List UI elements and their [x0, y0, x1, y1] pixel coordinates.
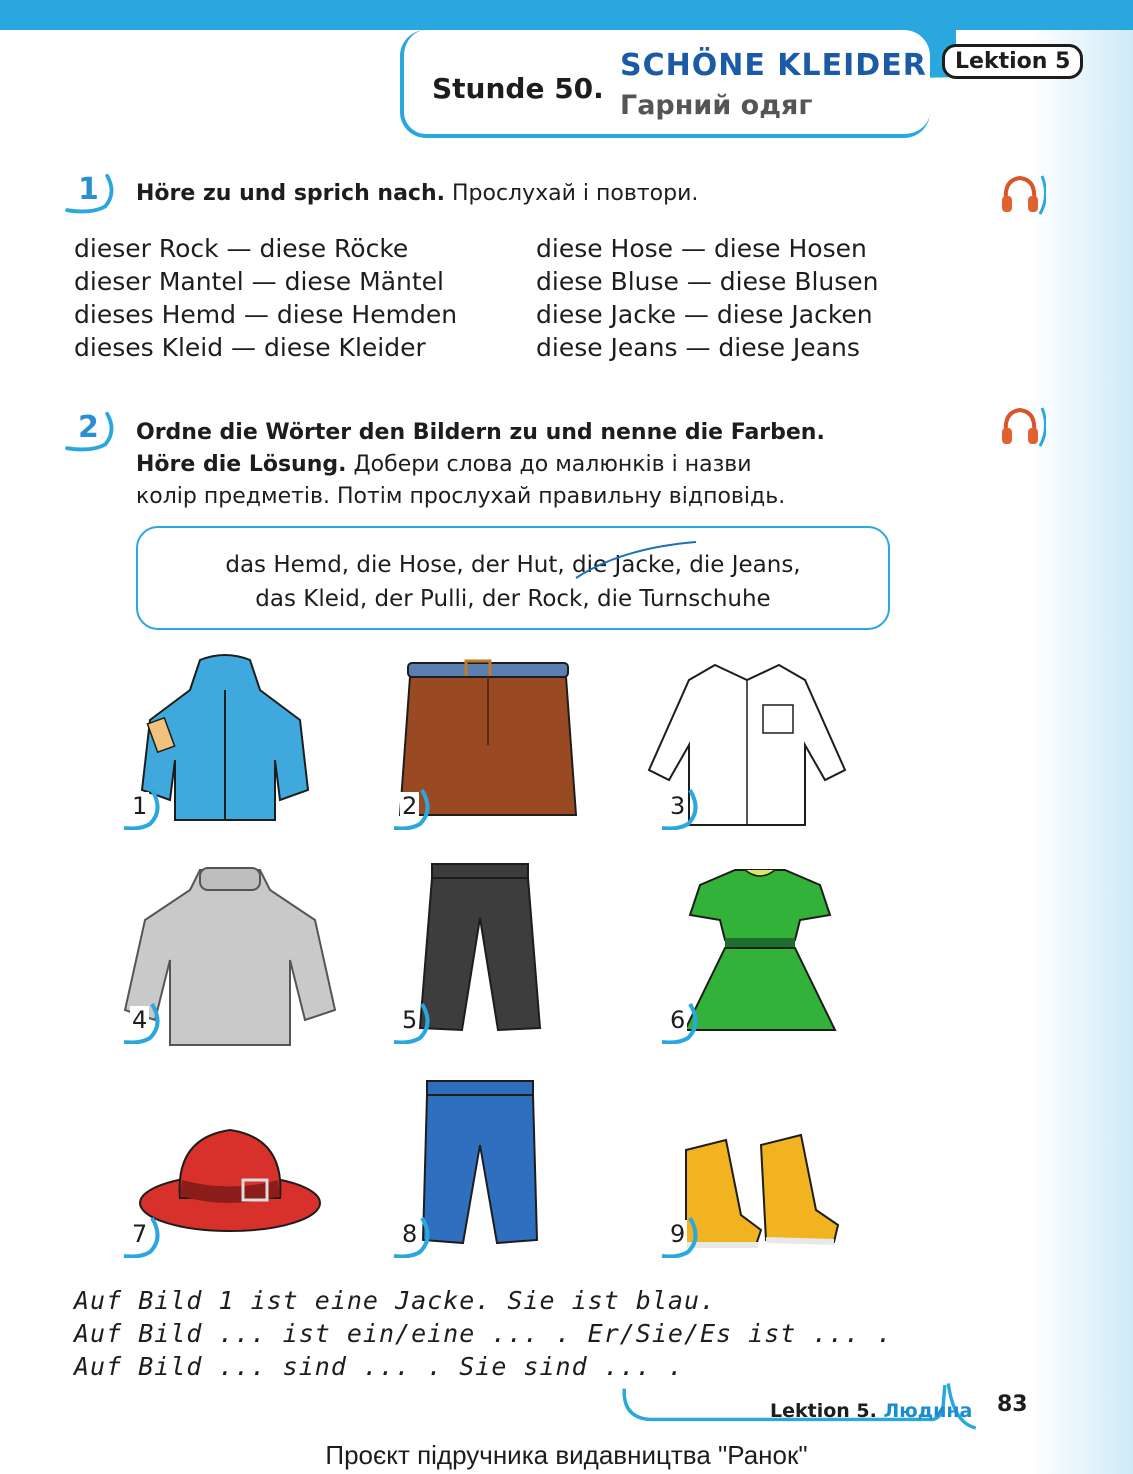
picture-number-1: 1	[120, 788, 164, 828]
picture-number-3: 3	[658, 788, 702, 828]
picture-number-9: 9	[658, 1216, 702, 1256]
example-sentence-1: Auf Bild 1 ist eine Jacke. Sie ist blau.	[74, 1286, 717, 1315]
footer-chapter: Lektion 5. Людина	[770, 1400, 973, 1422]
exercise-number-2: 2	[62, 410, 118, 452]
example-sentence-2: Auf Bild ... ist ein/eine ... . Er/Sie/Es ist ... .	[74, 1319, 893, 1348]
word-list-right: diese Hose — diese Hosen diese Bluse — diese Blusen diese Jacke — diese Jacken diese Jeans — diese Jeans	[536, 234, 879, 362]
page-title: SCHÖNE KLEIDER	[620, 48, 927, 83]
strikethrough-mark	[572, 538, 702, 584]
picture-number-8: 8	[390, 1216, 434, 1256]
example-sentence-3: Auf Bild ... sind ... . Sie sind ... .	[74, 1352, 684, 1381]
lesson-number: Stunde 50.	[432, 72, 604, 105]
header-band-left	[0, 0, 400, 110]
exercise1-instruction: Höre zu und sprich nach. Прослухай і повтори.	[136, 181, 699, 206]
picture-number-7: 7	[120, 1216, 164, 1256]
exercise-number-1: 1	[62, 172, 118, 214]
headphones-icon[interactable]	[994, 170, 1046, 222]
picture-number-6: 6	[658, 1002, 702, 1042]
picture-number-4: 4	[120, 1002, 164, 1042]
headphones-icon[interactable]	[994, 402, 1046, 454]
exercise2-instruction: Ordne die Wörter den Bildern zu und nenne die Farben. Höre die Lösung. Добери слова до малюнків і назви колір предметів. Потім прослухай правильну відповідь.	[136, 420, 825, 509]
picture-number-2: 2	[390, 788, 434, 828]
picture-number-5: 5	[390, 1002, 434, 1042]
jeans-icon	[415, 1075, 545, 1250]
page-number: 83	[997, 1392, 1028, 1417]
word-bank: das Hemd, die Hose, der Hut, die Jacke, die Jeans, das Kleid, der Pulli, der Rock, die Turnschuhe	[136, 526, 890, 630]
lektion-badge: Lektion 5	[942, 44, 1083, 79]
page-subtitle: Гарний одяг	[620, 90, 813, 121]
word-list-left: dieser Rock — diese Röcke dieser Mantel — diese Mäntel dieses Hemd — diese Hemden dieses Kleid — diese Kleider	[74, 234, 458, 362]
publisher-watermark: Проєкт підручника видавництва "Ранок"	[325, 1440, 808, 1470]
